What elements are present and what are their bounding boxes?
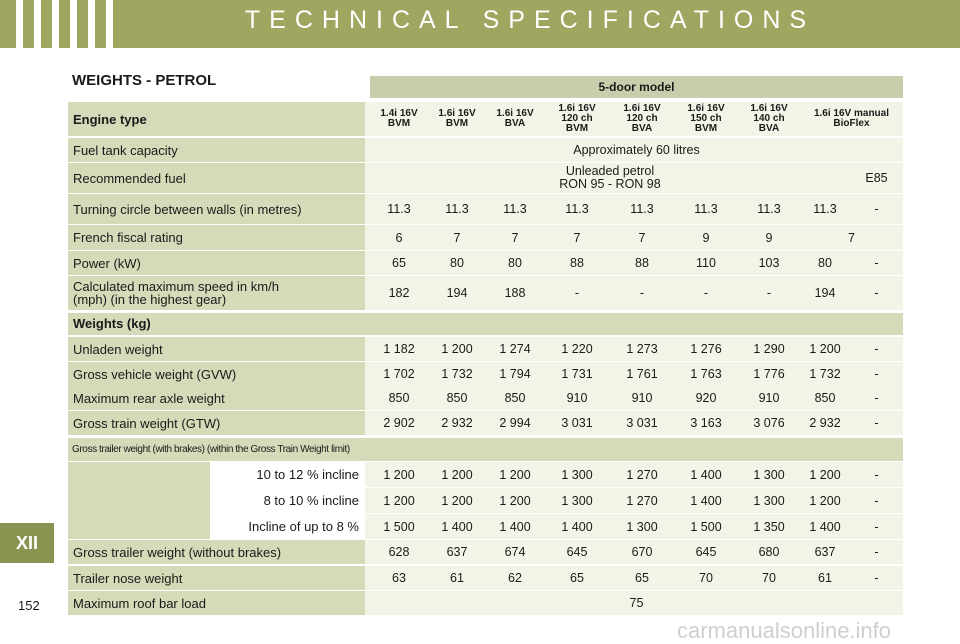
nose-value: 62 xyxy=(508,571,522,585)
unladen-value: 1 182 xyxy=(383,342,415,356)
page-header xyxy=(0,0,960,48)
engine-header: 1.6i 16V 120 ch BVA xyxy=(623,103,661,134)
unladen-value: 1 276 xyxy=(690,342,722,356)
engine-header: 1.4i 16V BVM xyxy=(380,108,418,129)
turning_circle-value: 11.3 xyxy=(387,202,411,216)
incline_8_10-value: - xyxy=(874,493,879,508)
incline_10_12-value: 1 200 xyxy=(499,467,531,482)
engine-header: 1.6i 16V BVM xyxy=(438,108,476,129)
incline_8-value: 1 400 xyxy=(499,519,531,534)
roof-bar-label: Maximum roof bar load xyxy=(68,591,365,615)
incline_10_12-value: 1 200 xyxy=(809,467,841,482)
unbraked-value: 637 xyxy=(814,545,836,559)
power-value: 80 xyxy=(508,256,522,270)
gvw-label: Gross vehicle weight (GVW) xyxy=(68,362,365,386)
nose-value: 70 xyxy=(762,571,776,585)
max_speed-value: - xyxy=(766,286,772,300)
fiscal-value: 9 xyxy=(702,230,710,245)
turning_circle-value: 11.3 xyxy=(694,202,718,216)
incline_8-label: Incline of up to 8 % xyxy=(210,514,365,539)
engine-header: 1.6i 16V 120 ch BVM xyxy=(558,103,596,134)
chapter-tab[interactable]: XII xyxy=(0,523,54,563)
turning_circle-value: 11.3 xyxy=(445,202,469,216)
gvw-value: 1 702 xyxy=(383,367,415,381)
max_speed-value: - xyxy=(574,286,580,300)
unbraked-value: 637 xyxy=(446,545,468,559)
rear_axle-value: 910 xyxy=(566,391,588,405)
turning_circle-value: 11.3 xyxy=(565,202,589,216)
unbraked-value: 628 xyxy=(388,545,410,559)
unbraked-label: Gross trailer weight (without brakes) xyxy=(68,540,365,564)
fuel-e85: E85 xyxy=(865,171,888,185)
power-value: 103 xyxy=(758,256,780,270)
nose-value: 61 xyxy=(450,571,464,585)
header-stripe xyxy=(70,0,77,48)
fiscal-label: French fiscal rating xyxy=(68,225,365,250)
incline_10_12-value: 1 270 xyxy=(626,467,658,482)
unbraked-value: 674 xyxy=(504,545,526,559)
gvw-value: 1 731 xyxy=(561,367,593,381)
engine-header: 1.6i 16V manual BioFlex xyxy=(813,108,890,129)
max_speed-label: Calculated maximum speed in km/h (mph) (in the highest gear) xyxy=(68,276,365,310)
unladen-value: 1 290 xyxy=(753,342,785,356)
header-stripe xyxy=(16,0,23,48)
unladen-value: 1 200 xyxy=(441,342,473,356)
fiscal-value: 7 xyxy=(848,230,855,245)
fiscal-value: 7 xyxy=(638,230,646,245)
incline_8-value: 1 400 xyxy=(441,519,473,534)
gvw-value: 1 794 xyxy=(499,367,531,381)
incline_10_12-value: - xyxy=(874,467,879,482)
fiscal-value: 7 xyxy=(511,230,519,245)
unbraked-value: 645 xyxy=(695,545,717,559)
unladen-value: 1 273 xyxy=(626,342,658,356)
weights-heading: Weights (kg) xyxy=(68,313,903,335)
header-stripe xyxy=(106,0,113,48)
unladen-value: 1 220 xyxy=(561,342,593,356)
nose-value: 70 xyxy=(699,571,713,585)
rear_axle-value: 910 xyxy=(631,391,653,405)
page-number: 152 xyxy=(18,598,40,613)
rear_axle-label: Maximum rear axle weight xyxy=(68,386,365,410)
gtw-value: 2 994 xyxy=(499,416,531,430)
incline_10_12-value: 1 400 xyxy=(690,467,722,482)
nose-value: - xyxy=(874,571,879,585)
gtw-value: 3 031 xyxy=(626,416,658,430)
fiscal-value: 7 xyxy=(573,230,581,245)
incline_10_12-label: 10 to 12 % incline xyxy=(210,462,365,487)
braked-heading: Gross trailer weight (with brakes) (within the Gross Train Weight limit) xyxy=(68,438,903,461)
power-value: 88 xyxy=(570,256,584,270)
gvw-value: 1 763 xyxy=(690,367,722,381)
fuel-tank-label: Fuel tank capacity xyxy=(68,138,365,162)
gtw-value: 3 076 xyxy=(753,416,785,430)
gtw-label: Gross train weight (GTW) xyxy=(68,411,365,435)
max_speed-value: - xyxy=(874,286,879,300)
incline_8_10-value: 1 300 xyxy=(561,493,593,508)
incline_10_12-value: 1 300 xyxy=(753,467,785,482)
header-stripe xyxy=(52,0,59,48)
gvw-value: 1 761 xyxy=(626,367,658,381)
incline_8-value: 1 500 xyxy=(690,519,722,534)
turning_circle-label: Turning circle between walls (in metres) xyxy=(68,194,365,224)
rear_axle-value: 850 xyxy=(388,391,410,405)
incline_8_10-label: 8 to 10 % incline xyxy=(210,488,365,513)
fuel-label: Recommended fuel xyxy=(68,163,365,193)
incline_8-value: - xyxy=(874,519,879,534)
page-title: TECHNICAL SPECIFICATIONS xyxy=(244,6,816,34)
gvw-value: - xyxy=(874,367,879,381)
header-stripe xyxy=(34,0,41,48)
rear_axle-value: 920 xyxy=(695,391,717,405)
incline_8-value: 1 500 xyxy=(383,519,415,534)
power-value: 65 xyxy=(392,256,406,270)
incline_8_10-value: 1 400 xyxy=(690,493,722,508)
max_speed-value: 182 xyxy=(388,286,410,300)
incline_8-value: 1 400 xyxy=(809,519,841,534)
nose-label: Trailer nose weight xyxy=(68,566,365,590)
unbraked-value: 680 xyxy=(758,545,780,559)
power-label: Power (kW) xyxy=(68,251,365,275)
engine-header: 1.6i 16V 150 ch BVM xyxy=(687,103,725,134)
unbraked-value: - xyxy=(874,545,879,559)
footer-watermark: carmanualsonline.info xyxy=(677,618,892,643)
incline_8_10-value: 1 200 xyxy=(441,493,473,508)
incline_8-value: 1 400 xyxy=(561,519,593,534)
fuel-tank-value: Approximately 60 litres xyxy=(573,143,700,157)
power-value: 80 xyxy=(818,256,832,270)
incline_8-value: 1 350 xyxy=(753,519,785,534)
gtw-value: 2 902 xyxy=(383,416,415,430)
gvw-value: 1 732 xyxy=(441,367,473,381)
max_speed-value: - xyxy=(703,286,709,300)
max_speed-value: 194 xyxy=(814,286,836,300)
incline_8_10-value: 1 200 xyxy=(809,493,841,508)
power-value: 88 xyxy=(635,256,649,270)
gtw-value: 2 932 xyxy=(441,416,473,430)
gtw-value: 3 163 xyxy=(690,416,722,430)
gtw-value: - xyxy=(874,416,879,430)
rear_axle-value: 850 xyxy=(446,391,468,405)
rear_axle-value: 850 xyxy=(504,391,526,405)
power-value: 80 xyxy=(450,256,464,270)
max_speed-value: 194 xyxy=(446,286,468,300)
fiscal-value: 6 xyxy=(395,230,403,245)
max_speed-value: - xyxy=(639,286,645,300)
roof-bar-value: 75 xyxy=(629,596,644,610)
rear_axle-value: - xyxy=(874,391,879,405)
turning_circle-value: 11.3 xyxy=(757,202,781,216)
header-stripe xyxy=(88,0,95,48)
unbraked-value: 645 xyxy=(566,545,588,559)
gtw-value: 3 031 xyxy=(561,416,593,430)
gvw-value: 1 732 xyxy=(809,367,841,381)
unladen-value: 1 200 xyxy=(809,342,841,356)
power-value: 110 xyxy=(696,256,716,270)
nose-value: 65 xyxy=(570,571,584,585)
max_speed-value: 188 xyxy=(504,286,526,300)
unladen-value: 1 274 xyxy=(499,342,531,356)
incline_8_10-value: 1 300 xyxy=(753,493,785,508)
incline_10_12-value: 1 200 xyxy=(383,467,415,482)
turning_circle-value: - xyxy=(874,202,879,216)
gtw-value: 2 932 xyxy=(809,416,841,430)
section-title: WEIGHTS - PETROL xyxy=(72,72,217,89)
incline_8_10-value: 1 270 xyxy=(626,493,658,508)
incline_8_10-value: 1 200 xyxy=(499,493,531,508)
turning_circle-value: 11.3 xyxy=(813,202,837,216)
rear_axle-value: 910 xyxy=(758,391,780,405)
nose-value: 63 xyxy=(392,571,406,585)
incline-group-label xyxy=(68,462,210,539)
nose-value: 61 xyxy=(818,571,832,585)
unladen-value: - xyxy=(874,342,879,356)
incline_10_12-value: 1 300 xyxy=(561,467,593,482)
power-value: - xyxy=(874,256,879,270)
gvw-value: 1 776 xyxy=(753,367,785,381)
unbraked-value: 670 xyxy=(631,545,653,559)
incline_10_12-value: 1 200 xyxy=(441,467,473,482)
fiscal-value: 7 xyxy=(453,230,461,245)
incline_8-value: 1 300 xyxy=(626,519,658,534)
engine-header: 1.6i 16V 140 ch BVA xyxy=(750,103,788,134)
incline_8_10-value: 1 200 xyxy=(383,493,415,508)
fiscal-value: 9 xyxy=(765,230,773,245)
engine-header: 1.6i 16V BVA xyxy=(496,108,534,129)
turning_circle-value: 11.3 xyxy=(503,202,527,216)
nose-value: 65 xyxy=(635,571,649,585)
model-header: 5-door model xyxy=(370,76,903,98)
rear_axle-value: 850 xyxy=(814,391,836,405)
engine-type-label: Engine type xyxy=(68,102,365,136)
turning_circle-value: 11.3 xyxy=(630,202,654,216)
fuel-value: Unleaded petrol RON 95 - RON 98 xyxy=(559,164,661,191)
unladen-label: Unladen weight xyxy=(68,337,365,361)
